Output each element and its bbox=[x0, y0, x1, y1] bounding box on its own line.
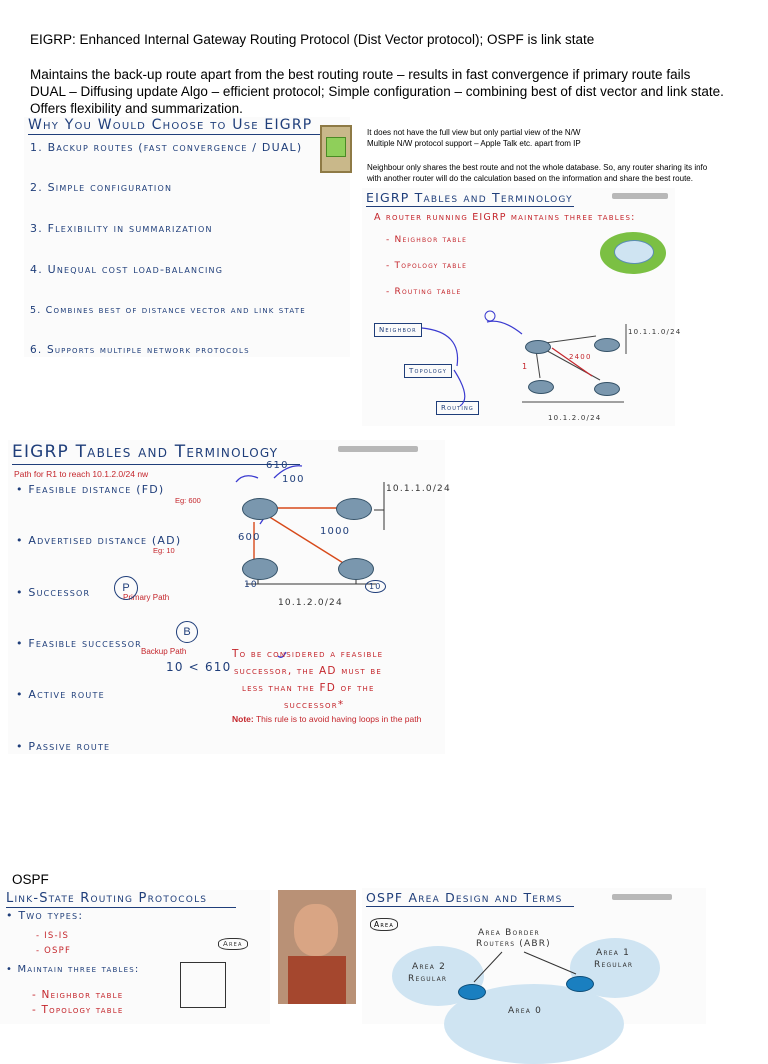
router-icon bbox=[338, 558, 374, 580]
ls-area-tag: Area bbox=[218, 938, 248, 950]
ls-two-types: • Two types: bbox=[6, 909, 84, 922]
area2-line-2: Regular bbox=[408, 974, 448, 984]
abr-line-2: Routers (ABR) bbox=[476, 939, 551, 949]
header-line-3: DUAL – Diffusing update Algo – efficient protocol; Simple configuration – combining best of dist vector and link state. bbox=[30, 84, 724, 99]
why-item-2: 2. Simple configuration bbox=[30, 181, 173, 194]
small-net-bottom: 10.1.2.0/24 bbox=[548, 414, 602, 422]
term-passive-route: • Passive route bbox=[16, 740, 111, 753]
cost-1000: 1000 bbox=[320, 526, 351, 537]
why-item-4: 4. Unequal cost load-balancing bbox=[30, 263, 224, 276]
area-tag: Area bbox=[370, 918, 398, 931]
big-net-top: 10.1.1.0/24 bbox=[386, 484, 451, 494]
ls-neighbor-table: - Neighbor table bbox=[32, 989, 124, 1001]
area-title: OSPF Area Design and Terms bbox=[366, 890, 563, 905]
why-item-3: 3. Flexibility in summarization bbox=[30, 222, 213, 235]
inequality-label: 10 < 610 bbox=[166, 660, 232, 674]
backup-path-label: Backup Path bbox=[141, 647, 187, 656]
ospf-area-panel bbox=[362, 888, 706, 1024]
term-advertised-distance: • Advertised distance (AD) bbox=[16, 534, 182, 547]
area0-label: Area 0 bbox=[508, 1006, 543, 1016]
rule-line-3: less than the FD of the bbox=[242, 682, 375, 694]
ls-topology-table: - Topology table bbox=[32, 1004, 124, 1016]
small-tables-intro: A router running EIGRP maintains three tables: bbox=[374, 212, 636, 223]
note-neighbour-1: Neighbour only shares the best route and not the whole database. So, any router sharing its info bbox=[367, 163, 708, 172]
abr-line-1: Area Border bbox=[478, 928, 540, 938]
cost-600: 600 bbox=[238, 532, 261, 543]
ospf-heading: OSPF bbox=[12, 872, 49, 887]
note-neighbour-2: with another router will do the calculation based on the information and share the best route. bbox=[367, 174, 693, 183]
clipboard-icon bbox=[320, 125, 352, 173]
small-network-diagram bbox=[362, 308, 675, 426]
small-tables-title: EIGRP Tables and Terminology bbox=[366, 190, 573, 205]
area2-line-1: Area 2 bbox=[412, 962, 447, 972]
router-icon bbox=[336, 498, 372, 520]
why-item-6: 6. Supports multiple network protocols bbox=[30, 344, 250, 356]
router-icon bbox=[594, 338, 620, 352]
term-successor: • Successor bbox=[16, 586, 91, 599]
note-text: This rule is to avoid having loops in the path bbox=[255, 714, 422, 724]
header-line-2: Maintains the back-up route apart from the best routing route – results in fast convergence if primary route fails bbox=[30, 67, 691, 82]
successor-p-badge: P bbox=[114, 576, 138, 600]
small-routing-table: - Routing table bbox=[386, 287, 462, 297]
header-line-1: EIGRP: Enhanced Internal Gateway Routing Protocol (Dist Vector protocol); OSPF is link state bbox=[30, 32, 595, 47]
eg-fd: Eg: 600 bbox=[175, 496, 201, 505]
note-multiple-protocol: Multiple N/W protocol support – Apple Talk etc. apart from IP bbox=[367, 139, 581, 148]
why-eigrp-title: Why You Would Choose to Use EIGRP bbox=[28, 117, 313, 133]
box-routing: Routing bbox=[436, 401, 479, 415]
small-neighbor-table: - Neighbor table bbox=[386, 235, 468, 245]
why-eigrp-panel bbox=[24, 117, 350, 357]
term-feasible-distance: • Feasible distance (FD) bbox=[16, 483, 165, 496]
meeting-table-icon bbox=[600, 232, 666, 280]
cost-610: 610 bbox=[266, 460, 289, 471]
area1-line-2: Regular bbox=[594, 960, 634, 970]
person-photo bbox=[278, 890, 356, 1004]
rule-line-1: To be considered a feasible bbox=[232, 648, 384, 660]
eigrp-tables-panel-small bbox=[362, 188, 682, 426]
term-active-route: • Active route bbox=[16, 688, 105, 701]
ls-title: Link-State Routing Protocols bbox=[6, 891, 208, 906]
router-icon bbox=[242, 498, 278, 520]
network-sketch-icon bbox=[180, 962, 226, 1008]
small-bw-label: 2400 bbox=[569, 353, 592, 361]
why-item-1: 1. Backup routes (fast convergence / DUAL) bbox=[30, 141, 303, 154]
area1-line-1: Area 1 bbox=[596, 948, 631, 958]
small-net-top: 10.1.1.0/24 bbox=[628, 328, 682, 336]
term-feasible-successor: • Feasible successor bbox=[16, 637, 142, 650]
scribble-decoration bbox=[612, 193, 668, 199]
eg-ad: Eg: 10 bbox=[153, 546, 175, 555]
note-partial-view: It does not have the full view but only partial view of the N/W bbox=[367, 128, 581, 137]
router-icon bbox=[242, 558, 278, 580]
note-label: Note: bbox=[232, 714, 254, 724]
router-icon bbox=[525, 340, 551, 354]
router-icon bbox=[528, 380, 554, 394]
small-topology-table: - Topology table bbox=[386, 261, 468, 271]
abr-arrows bbox=[362, 888, 706, 1024]
cost-10b: 10 bbox=[365, 580, 386, 593]
why-item-5: 5. Combines best of distance vector and link state bbox=[30, 305, 306, 316]
rule-line-2: successor, the AD must be bbox=[234, 665, 383, 677]
eigrp-tables-panel-big bbox=[8, 440, 451, 754]
router-icon bbox=[594, 382, 620, 396]
path-note: Path for R1 to reach 10.1.2.0/24 nw bbox=[14, 469, 149, 479]
feasible-successor-b-badge: B bbox=[176, 621, 198, 643]
ls-isis: - IS-IS bbox=[36, 931, 70, 941]
primary-path-label: Primary Path bbox=[123, 593, 170, 602]
big-net-bottom: 10.1.2.0/24 bbox=[278, 598, 343, 608]
box-topology: Topology bbox=[404, 364, 452, 378]
ls-maintain-three: • Maintain three tables: bbox=[6, 964, 140, 975]
cost-10: 10 bbox=[244, 580, 258, 590]
link-state-panel bbox=[0, 890, 270, 1024]
cost-100: 100 bbox=[282, 474, 305, 485]
small-cost-1: 1 bbox=[522, 362, 529, 371]
box-neighbor: Neighbor bbox=[374, 323, 422, 337]
header-line-4: Offers flexibility and summarization. bbox=[30, 101, 243, 116]
rule-line-4: successor* bbox=[284, 699, 345, 711]
big-tables-title: EIGRP Tables and Terminology bbox=[12, 442, 279, 462]
scribble-decoration bbox=[338, 446, 418, 452]
ls-ospf: - OSPF bbox=[36, 946, 72, 956]
